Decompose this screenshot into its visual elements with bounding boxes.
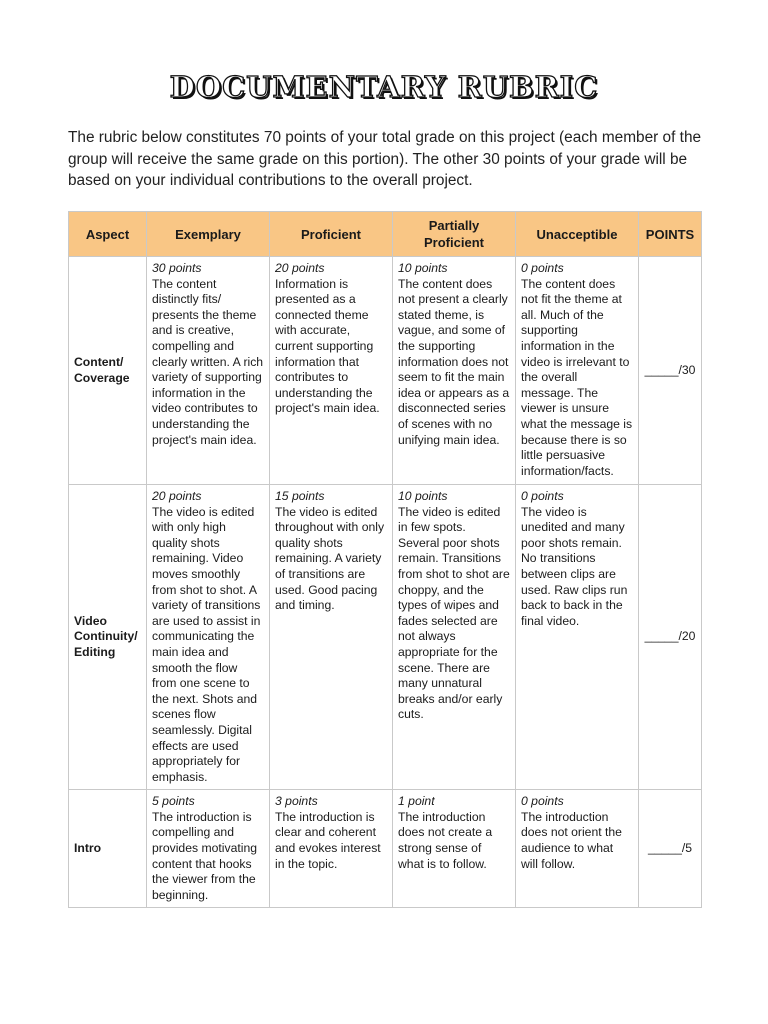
- aspect-cell: Video Continuity/ Editing: [69, 485, 147, 790]
- points-value: 10 points: [398, 489, 448, 503]
- criteria-cell: [270, 257, 393, 485]
- criteria-cell: [393, 485, 516, 790]
- score-blank: _____/5: [639, 790, 702, 908]
- points-value: 20 points: [275, 261, 325, 275]
- points-value: 3 points: [275, 794, 318, 809]
- score-blank: _____/20: [639, 485, 702, 790]
- criteria-text: The content distinctly fits/ presents the theme and is creative, compelling and clearly written. A rich variety of supporting information in the video contributes to understanding the project's main idea.: [152, 276, 264, 447]
- table-row: [69, 257, 702, 485]
- header-unacceptible: Unacceptible: [516, 212, 639, 257]
- table-row: [69, 485, 702, 790]
- criteria-cell: [393, 257, 516, 485]
- points-value: 10 points: [398, 261, 448, 275]
- points-value: 0 points: [521, 489, 564, 503]
- rubric-table: [68, 211, 702, 908]
- points-value: 0 points: [521, 794, 564, 809]
- criteria-cell: [270, 485, 393, 790]
- criteria-text: The introduction is compelling and provides motivating content that hooks the viewer from the beginning.: [152, 809, 257, 902]
- criteria-text: The introduction does not create a strong sense of what is to follow.: [398, 809, 493, 871]
- header-aspect: Aspect: [69, 212, 147, 257]
- criteria-text: The content does not present a clearly stated theme, is vague, and some of the supporting information does not seem to fit the main idea or appears as a disconnected series of scenes with no unifying main idea.: [398, 276, 510, 447]
- criteria-cell: [270, 790, 393, 908]
- criteria-text: Information is presented as a connected theme with accurate, current supporting information that contributes to understanding the project's main idea.: [275, 276, 380, 416]
- criteria-cell: [147, 790, 270, 908]
- header-points: POINTS: [639, 212, 702, 257]
- header-row: [69, 212, 702, 257]
- points-value: 0 points: [521, 261, 564, 275]
- criteria-text: The introduction does not orient the audience to what will follow.: [521, 809, 622, 871]
- criteria-text: The content does not fit the theme at all. Much of the supporting information in the video is irrelevant to the overall message. The viewer is unsure what the message is because there is so little persuasive information/facts.: [521, 276, 633, 478]
- header-proficient: Proficient: [270, 212, 393, 257]
- aspect-cell: Intro: [69, 790, 147, 908]
- criteria-text: The video is edited in few spots. Several poor shots remain. Transitions from shot to shot are choppy, and the types of wipes and fades selected are not always appropriate for the scene. There are many unnatural breaks and/or early cuts.: [398, 504, 510, 722]
- criteria-cell: [516, 790, 639, 908]
- criteria-cell: [147, 485, 270, 790]
- points-value: 15 points: [275, 489, 325, 503]
- criteria-text: The video is edited throughout with only quality shots remaining. A variety of transitions are used. Good pacing and timing.: [275, 504, 385, 613]
- criteria-cell: [516, 257, 639, 485]
- points-value: 1 point: [398, 794, 435, 809]
- criteria-cell: [147, 257, 270, 485]
- header-partially-proficient: Partially Proficient: [393, 212, 516, 257]
- intro-paragraph: The rubric below constitutes 70 points of your total grade on this project (each member of the group will receive the same grade on this portion). The other 30 points of your grade will be based on your individual contributions to the overall project.: [68, 129, 702, 189]
- page-title: DOCUMENTARY RUBRIC: [169, 70, 599, 104]
- aspect-cell: Content/ Coverage: [69, 257, 147, 485]
- points-value: 30 points: [152, 261, 202, 275]
- points-value: 20 points: [152, 489, 202, 503]
- criteria-cell: [393, 790, 516, 908]
- score-blank: _____/30: [639, 257, 702, 485]
- header-exemplary: Exemplary: [147, 212, 270, 257]
- points-value: 5 points: [152, 794, 195, 809]
- criteria-text: The introduction is clear and coherent and evokes interest in the topic.: [275, 809, 381, 871]
- criteria-text: The video is unedited and many poor shots remain. No transitions between clips are used. Raw clips run back to back in the final video.: [521, 504, 628, 628]
- table-row: [69, 790, 702, 908]
- criteria-cell: [516, 485, 639, 790]
- criteria-text: The video is edited with only high quality shots remaining. Video moves smoothly from shot to shot. A variety of transitions are used to assist in communicating the main idea and smooth the flow from one scene to the next. Shots and scenes flow seamlessly. Digital effects are used appropriately for emphasis.: [152, 504, 261, 784]
